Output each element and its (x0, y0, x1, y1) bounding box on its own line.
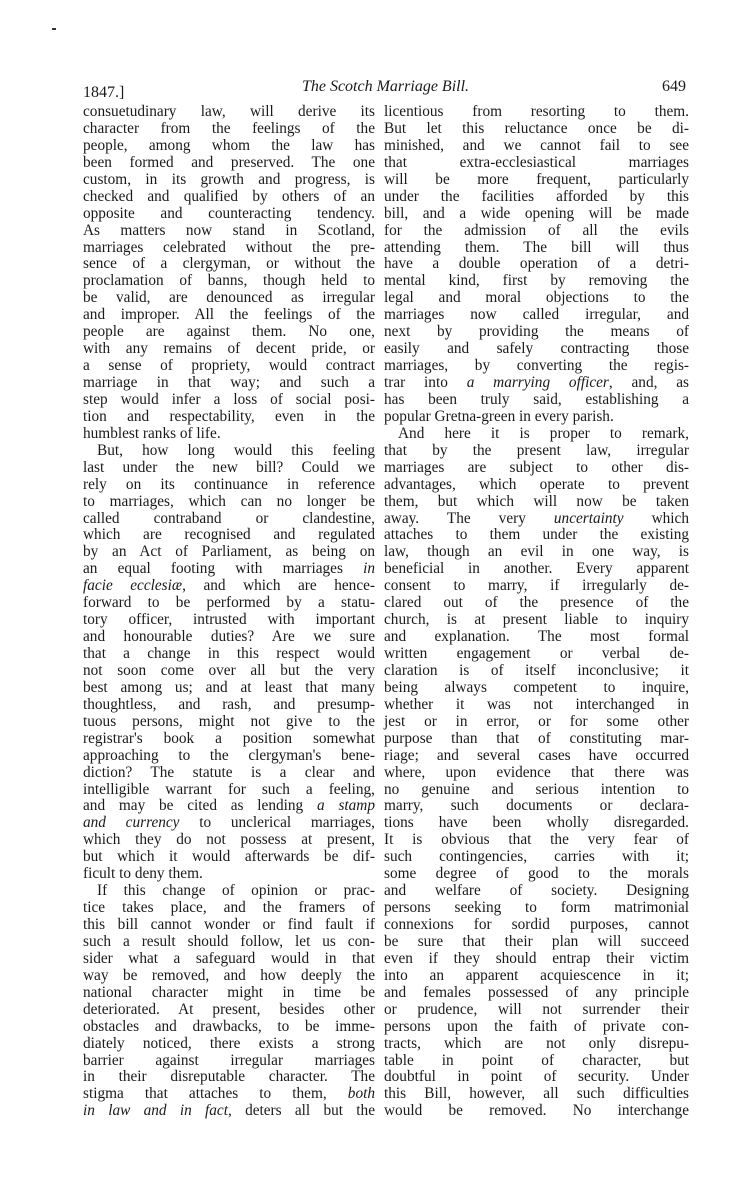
text-line (83, 561, 375, 578)
text-line: been formed and preserved. The one (83, 153, 375, 171)
text-line: this bill cannot wonder or find fault if (83, 916, 375, 933)
text-line: deteriorated. At present, besides other (83, 1000, 375, 1018)
text-line: that extra-ecclesiastical marriages (384, 153, 689, 171)
text-line: marriages are subject to other dis- (384, 458, 689, 476)
text-line: next by providing the means of (384, 323, 689, 341)
header-year: 1847.] (83, 84, 125, 101)
text-segment: and may be cited as lending (83, 797, 317, 815)
text-line: with any remains of decent pride, or (83, 340, 375, 358)
italic-phrase: uncertainty (553, 509, 624, 527)
text-line: such a result should follow, let us con- (83, 932, 375, 950)
text-line: marry, such documents or declara- (384, 797, 689, 815)
text-line (83, 578, 375, 595)
text-line: sider what a safeguard would in that (83, 949, 375, 967)
text-line: thoughtless, and rash, and presump- (83, 695, 375, 713)
text-segment: trar into (384, 374, 467, 391)
text-line: tions have been wholly disregarded. (384, 814, 689, 832)
text-line: registrar's book a position somewhat (83, 729, 375, 747)
text-line: best among us; and at least that many (83, 678, 375, 696)
text-line: no genuine and serious intention to (384, 780, 689, 798)
text-line: purpose than that of constituting mar- (384, 729, 689, 747)
text-line: a sense of propriety, would contract (83, 357, 375, 375)
text-line: minished, and we cannot fail to see (384, 136, 689, 154)
text-line: which are recognised and regulated (83, 526, 375, 544)
text-line (384, 375, 689, 392)
text-line: would be removed. No interchange (384, 1102, 689, 1120)
text-line: It is obvious that the very fear of (384, 831, 689, 849)
text-line: and females possessed of any principle (384, 983, 689, 1001)
text-line: have a double operation of a detri- (384, 255, 689, 273)
text-line: consent to marry, if irregularly de- (384, 577, 689, 595)
text-line: them, but which will now be taken (384, 492, 689, 510)
text-line: tice takes place, and the framers of (83, 899, 375, 917)
text-line: diction? The statute is a clear and (83, 763, 375, 781)
text-line: diately noticed, there exists a strong (83, 1034, 375, 1052)
text-line: persons upon the faith of private con- (384, 1017, 689, 1035)
text-segment: stigma that attaches to them, (83, 1085, 348, 1103)
text-line: some degree of good to the morals (384, 865, 689, 883)
text-segment: which (623, 509, 689, 527)
text-line: which they do not possess at present, (83, 831, 375, 849)
text-segment: an equal footing with marriages (83, 560, 364, 578)
text-line: people, among whom the law has (83, 136, 375, 154)
text-line: tory officer, intrusted with important (83, 611, 375, 629)
text-line: tion and respectability, even in the (83, 407, 375, 425)
text-line: intelligible warrant for such a feeling, (83, 780, 375, 798)
text-line: but which it would afterwards be dif- (83, 848, 375, 866)
text-line: be sure that their plan will succeed (384, 932, 689, 950)
text-line (384, 511, 689, 528)
text-line: in their disreputable character. The (83, 1068, 375, 1086)
text-line: church, is at present liable to inquiry (384, 611, 689, 629)
text-line: popular Gretna-green in every parish. (384, 407, 614, 425)
text-segment: away. The very (384, 509, 554, 527)
text-line: by an Act of Parliament, as being on (83, 543, 375, 561)
text-line: be valid, are denounced as irregular (83, 289, 375, 307)
scan-mark (52, 28, 56, 30)
text-line: riage; and several cases have occurred (384, 746, 689, 764)
text-line: marriages now called irregular, and (384, 306, 689, 324)
text-line: marriages celebrated without the pre- (83, 238, 375, 256)
text-line: character from the feelings of the (83, 119, 375, 137)
text-line: But, how long would this feeling (97, 441, 375, 459)
text-line: If this change of opinion or prac- (97, 882, 375, 900)
text-line: whether it was not interchanged in (384, 695, 689, 713)
text-line: claration is of itself inconclusive; it (384, 661, 689, 679)
text-line: persons seeking to form matrimonial (384, 899, 689, 917)
text-line: and explanation. The most formal (384, 628, 689, 646)
text-line: sence of a clergyman, or without the (83, 255, 375, 273)
text-line: written engagement or verbal de- (384, 645, 689, 662)
text-line: attaches to them under the existing (384, 526, 689, 544)
text-line: law, though an evil in one way, is (384, 543, 689, 561)
text-line: this Bill, however, all such difficulties (384, 1085, 689, 1103)
text-line: to marriages, which can no longer be (83, 492, 375, 510)
text-line: step would infer a loss of social posi- (83, 390, 375, 408)
text-line: barrier against irregular marriages (83, 1051, 375, 1069)
text-line: jest or in error, or for some other (384, 712, 689, 730)
italic-phrase: and currency (83, 814, 180, 832)
right-column (384, 104, 689, 1120)
text-line: advantages, which operate to prevent (384, 475, 689, 493)
italic-phrase: a stamp (317, 797, 375, 815)
text-line: and honourable duties? Are we sure (83, 628, 375, 646)
text-line: legal and moral objections to the (384, 289, 689, 307)
text-segment: , deters all but the (227, 1102, 375, 1120)
text-line: connexions for sordid purposes, cannot (384, 916, 689, 933)
text-line: that by the present law, irregular (384, 441, 689, 459)
text-line: where, upon evidence that there was (384, 763, 689, 781)
text-line: custom, in its growth and progress, is (83, 170, 375, 188)
text-line: rely on its continuance in reference (83, 475, 375, 493)
page-number: 649 (662, 78, 686, 95)
text-line: people are against them. No one, (83, 323, 375, 341)
text-line: humblest ranks of life. (83, 424, 221, 442)
text-line: proclamation of banns, though held to (83, 272, 375, 290)
italic-phrase: in law and in fact (83, 1102, 228, 1120)
text-line: into an apparent acquiescence in it; (384, 966, 689, 984)
text-line: national character might in time be (83, 983, 375, 1001)
text-line: opposite and counteracting tendency. (83, 204, 375, 222)
italic-phrase: both (347, 1085, 375, 1103)
text-line: table in point of character, but (384, 1051, 689, 1069)
text-line: will be more frequent, particularly (384, 170, 689, 188)
text-line: or prudence, will not surrender their (384, 1000, 689, 1018)
text-line: and improper. All the feelings of the (83, 306, 375, 324)
text-line: licentious from resorting to them. (384, 103, 689, 120)
text-line: clared out of the presence of the (384, 594, 689, 612)
text-line (83, 798, 375, 815)
text-line: marriages, by converting the regis- (384, 357, 689, 375)
text-line: mental kind, first by removing the (384, 272, 689, 290)
text-line: being always competent to inquire, (384, 678, 689, 696)
text-line: and welfare of society. Designing (384, 882, 689, 900)
text-line (83, 1086, 375, 1103)
running-title: The Scotch Marriage Bill. (301, 78, 470, 95)
text-line: ficult to deny them. (83, 865, 203, 883)
text-line: last under the new bill? Could we (83, 458, 375, 476)
page-header (83, 78, 688, 100)
text-line: doubtful in point of security. Under (384, 1068, 689, 1086)
text-line: And here it is proper to remark, (398, 424, 689, 442)
text-line: marriage in that way; and such a (83, 374, 375, 391)
text-line: easily and safely contracting those (384, 340, 689, 358)
text-line: that a change in this respect would (83, 645, 375, 662)
text-line: obstacles and drawbacks, to be imme- (83, 1017, 375, 1035)
text-line: beneficial in another. Every apparent (384, 560, 689, 578)
italic-phrase: in (363, 560, 375, 578)
text-segment: , and which are hence- (182, 577, 375, 595)
text-line: tuous persons, might not give to the (83, 712, 375, 730)
text-line: As matters now stand in Scotland, (83, 221, 375, 239)
text-line: checked and qualified by others of an (83, 187, 375, 205)
text-line (83, 1103, 375, 1120)
text-line: bill, and a wide opening will be made (384, 204, 689, 222)
text-line: attending them. The bill will thus (384, 238, 689, 256)
text-line: such contingencies, carries with it; (384, 848, 689, 866)
text-line: forward to be performed by a statu- (83, 594, 375, 612)
text-line: called contraband or clandestine, (83, 509, 375, 527)
text-line: way be removed, and how deeply the (83, 966, 375, 984)
text-line: But let this reluctance once be di- (384, 119, 689, 137)
text-line (83, 815, 375, 832)
text-line: consuetudinary law, will derive its (83, 103, 375, 120)
text-line: approaching to the clergyman's bene- (83, 746, 375, 764)
text-line: even if they should entrap their victim (384, 949, 689, 967)
text-line: under the facilities afforded by this (384, 187, 689, 205)
text-line: not soon come over all but the very (83, 661, 375, 679)
text-line: has been truly said, establishing a (384, 390, 689, 408)
left-column (83, 104, 375, 1120)
italic-phrase: facie ecclesiæ (83, 577, 183, 595)
text-line: tracts, which are not only disrepu- (384, 1034, 689, 1052)
italic-phrase: a marrying officer (466, 374, 609, 391)
text-line: for the admission of all the evils (384, 221, 689, 239)
text-segment: , and, as (608, 374, 689, 391)
text-segment: to unclerical marriages, (179, 814, 375, 832)
